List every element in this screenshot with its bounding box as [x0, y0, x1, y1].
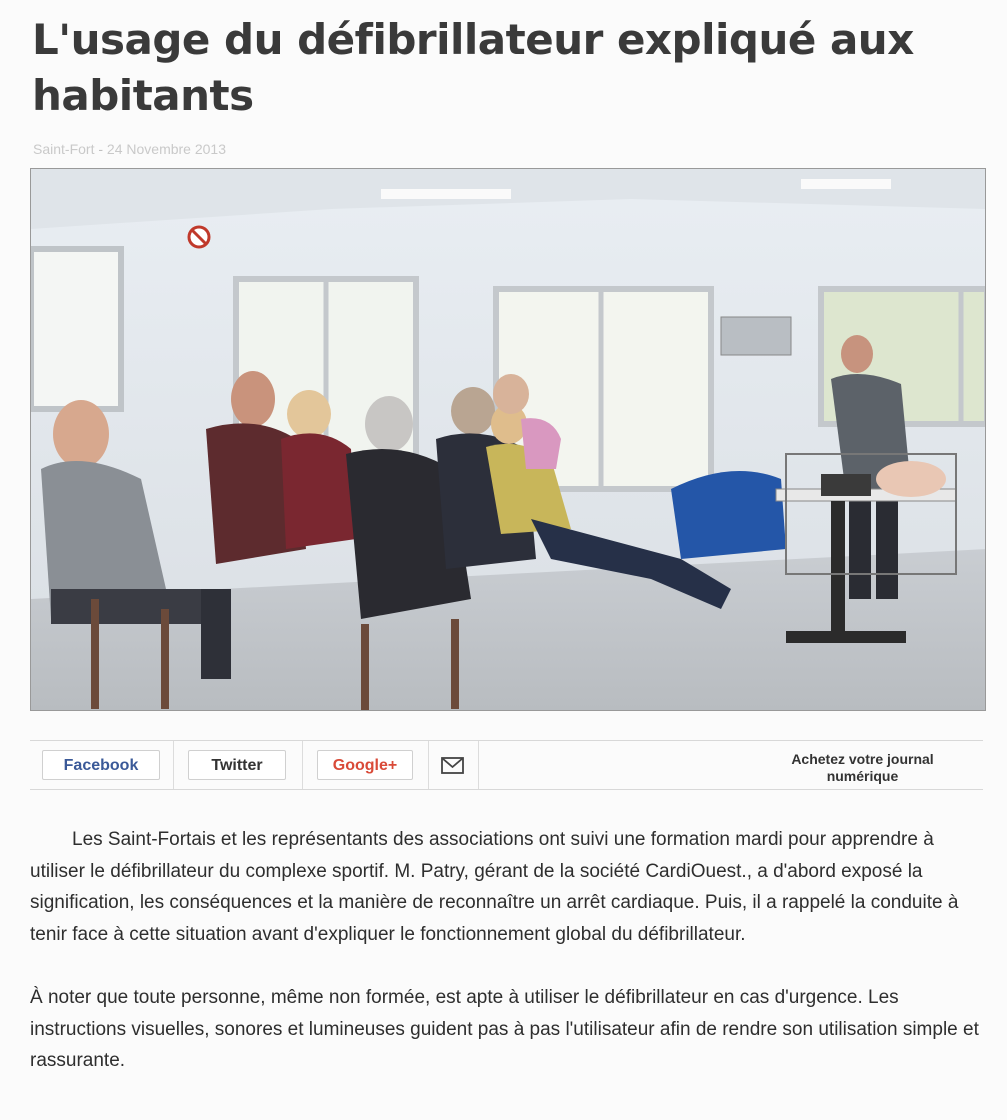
paragraph-1: Les Saint-Fortais et les représentants des associations ont suivi une formation mardi pour apprendre à utiliser le défibrillateur du complexe sportif. M. Patry, gérant de la société CardiOuest., a d'abord exposé la signification, les conséquences et la manière de reconnaître un arrêt cardiaque. Puis, il a rappelé la conduite à tenir face à cette situation avant d'expliquer le fonctionnement global du défibrillateur. — [30, 829, 959, 945]
article-photo — [30, 168, 986, 711]
share-bar — [30, 740, 983, 790]
article-title: L'usage du défibrillateur expliqué aux habitants — [32, 15, 914, 120]
envelope-icon[interactable] — [440, 755, 466, 777]
location: Saint-Fort — [33, 141, 95, 157]
twitter-share-button[interactable]: Twitter — [188, 750, 286, 780]
buy-digital-journal-link[interactable] — [750, 751, 975, 785]
share-divider — [428, 741, 429, 789]
publish-date: 24 Novembre 2013 — [106, 141, 226, 157]
article-body — [30, 824, 990, 1077]
buy-line-1: Achetez votre journal — [791, 751, 934, 767]
share-divider — [302, 741, 303, 789]
photo-illustration — [31, 169, 986, 711]
dateline — [33, 141, 226, 157]
dateline-separator: - — [98, 141, 104, 157]
buy-line-2: numérique — [826, 768, 899, 784]
share-divider — [478, 741, 479, 789]
share-divider — [173, 741, 174, 789]
paragraph-2: À noter que toute personne, même non formée, est apte à utiliser le défibrillateur en cas d'urgence. Les instructions visuelles, sonores et lumineuses guident pas à pas l'utilisateur afin de rendre son utilisation simple et rassurante. — [30, 987, 979, 1071]
google-plus-share-button[interactable]: Google+ — [317, 750, 413, 780]
facebook-share-button[interactable]: Facebook — [42, 750, 160, 780]
